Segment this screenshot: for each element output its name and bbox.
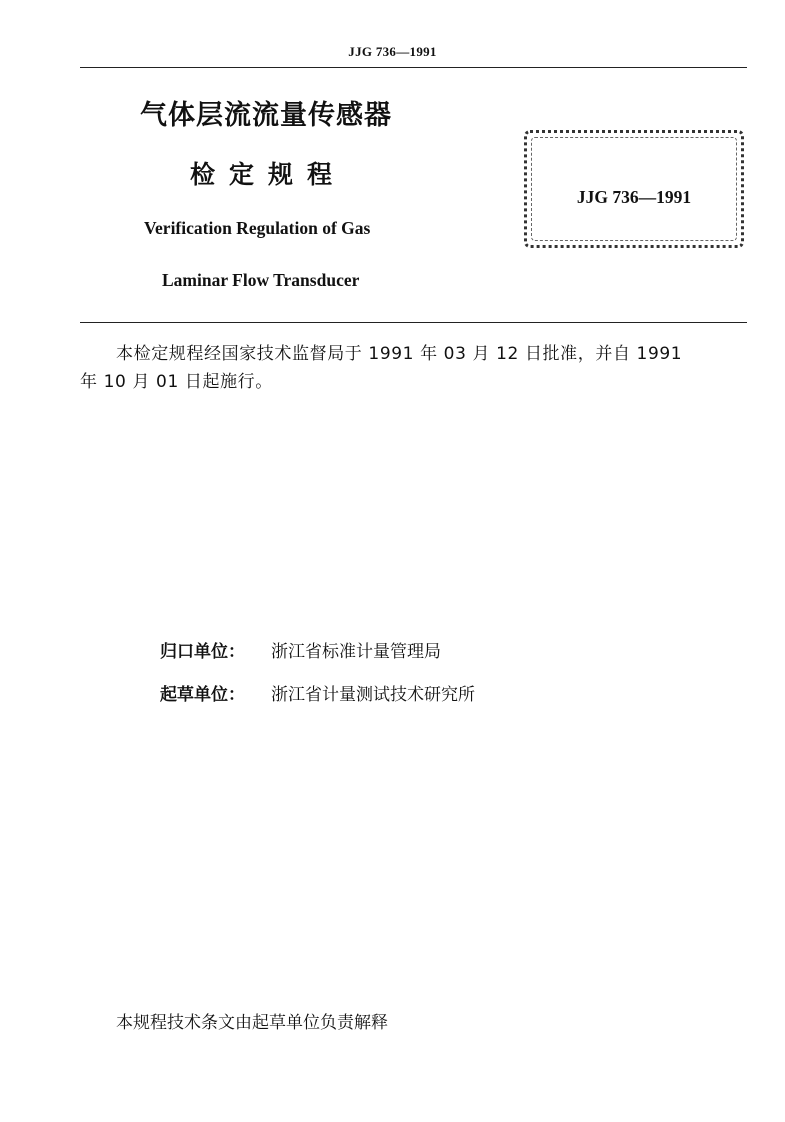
responsible-unit-value: 浙江省标准计量管理局 — [271, 642, 441, 662]
responsible-unit-label: 归口单位： — [160, 642, 245, 662]
section-rule — [80, 322, 747, 323]
responsible-unit-row — [160, 637, 441, 662]
standard-code: JJG 736—1991 — [576, 187, 692, 207]
drafting-unit-row — [160, 680, 475, 705]
document-title-en-line2: Laminar Flow Transducer — [162, 270, 360, 290]
document-subtitle-cn: 检定规程 — [190, 160, 347, 189]
drafting-unit-value: 浙江省计量测试技术研究所 — [271, 685, 475, 705]
header-rule — [80, 67, 747, 68]
document-title-cn: 气体层流流量传感器 — [140, 100, 392, 131]
approval-statement-line2: 年 10 月 01 日起施行。 — [80, 372, 273, 392]
running-header: JJG 736—1991 — [348, 44, 437, 59]
approval-statement-line1: 本检定规程经国家技术监督局于 1991 年 03 月 12 日批准，并自 1991 — [116, 344, 683, 364]
interpretation-note: 本规程技术条文由起草单位负责解释 — [116, 1013, 388, 1033]
document-title-en-line1: Verification Regulation of Gas — [144, 218, 371, 238]
drafting-unit-label: 起草单位： — [160, 685, 245, 705]
standard-code-box — [524, 130, 744, 248]
